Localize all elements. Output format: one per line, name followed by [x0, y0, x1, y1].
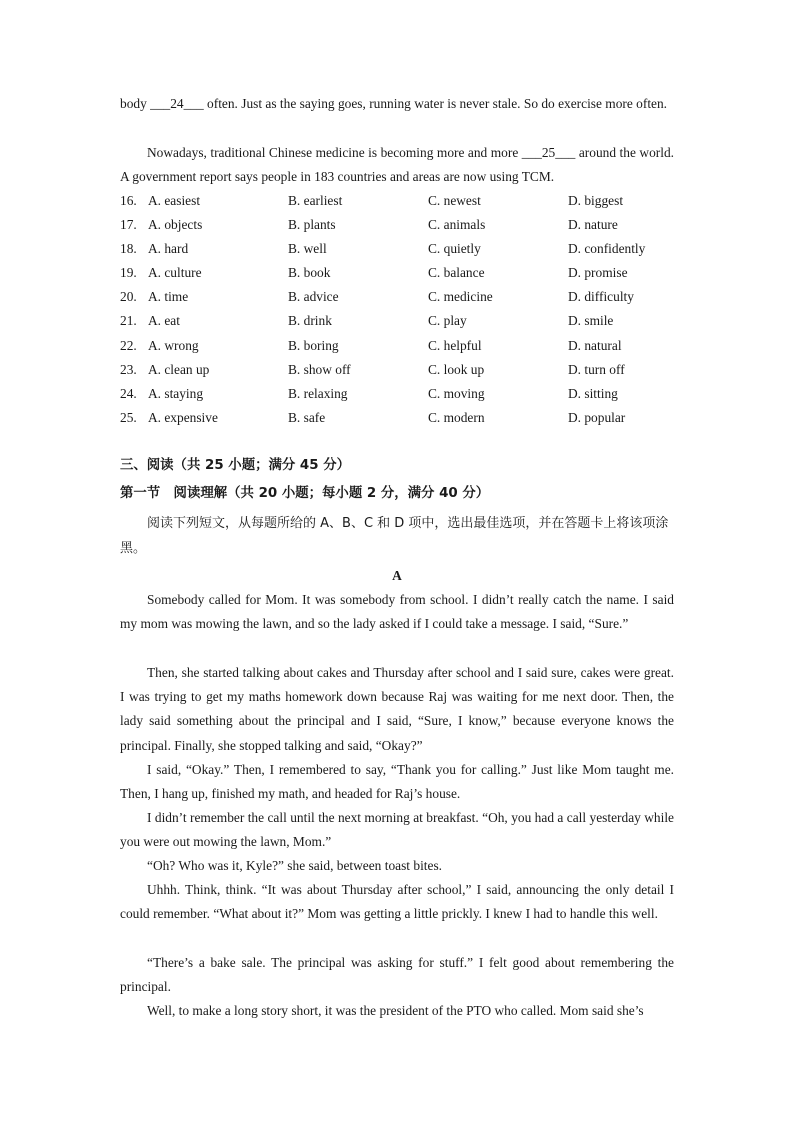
option-row-18 — [120, 237, 680, 261]
option-b: B. safe — [288, 410, 326, 425]
option-c: C. helpful — [428, 338, 482, 353]
option-a: A. staying — [148, 386, 204, 401]
passage-paragraph-7: “There’s a bake sale. The principal was asking for stuff.” I felt good about remembering the principal. — [120, 955, 674, 995]
option-a: A. time — [148, 289, 189, 304]
option-b: B. advice — [288, 289, 339, 304]
passage-paragraph-1: Somebody called for Mom. It was somebody from school. I didn’t really catch the name. I said my mom was mowing the lawn, and so the lady asked if I could take a message. I said, “Sure.” — [120, 592, 674, 632]
option-d: D. natural — [568, 338, 622, 353]
option-c: C. animals — [428, 217, 486, 232]
question-number: 25. — [120, 410, 137, 425]
option-d: D. biggest — [568, 193, 624, 208]
option-row-16 — [120, 189, 680, 213]
option-d: D. confidently — [568, 241, 646, 256]
option-b: B. show off — [288, 362, 351, 377]
option-row-22 — [120, 334, 680, 358]
question-number: 17. — [120, 217, 137, 232]
option-b: B. earliest — [288, 193, 343, 208]
question-number: 16. — [120, 193, 137, 208]
option-a: A. hard — [148, 241, 189, 256]
section-title: 三、阅读（共 25 小题；满分 45 分） — [120, 458, 350, 473]
option-b: B. drink — [288, 313, 332, 328]
question-number: 24. — [120, 386, 137, 401]
option-row-23 — [120, 358, 680, 382]
option-a: A. clean up — [148, 362, 210, 377]
option-row-21 — [120, 309, 680, 333]
question-number: 20. — [120, 289, 137, 304]
option-a: A. objects — [148, 217, 203, 232]
passage-paragraph-3: I said, “Okay.” Then, I remembered to say, “Thank you for calling.” Just like Mom taught me. Then, I hang up, finished my math, and headed for Raj’s house. — [120, 762, 674, 802]
option-c: C. medicine — [428, 289, 493, 304]
option-b: B. plants — [288, 217, 336, 232]
section-instructions: 阅读下列短文，从每题所给的 A、B、C 和 D 项中，选出最佳选项，并在答题卡上将该项涂黑。 — [120, 516, 669, 556]
option-c: C. quietly — [428, 241, 481, 256]
question-number: 23. — [120, 362, 137, 377]
option-d: D. promise — [568, 265, 628, 280]
passage-paragraph-2: Then, she started talking about cakes and Thursday after school and I said sure, cakes were great. I was trying to get my maths homework down because Raj was waiting for me next door. Then, the lady said something about the principal and I said, “Sure, I know,” because everyone knows the principal. Finally, she stopped talking and said, “Okay?” — [120, 665, 674, 753]
option-d: D. popular — [568, 410, 626, 425]
option-a: A. wrong — [148, 338, 199, 353]
option-c: C. modern — [428, 410, 485, 425]
option-d: D. nature — [568, 217, 618, 232]
option-row-17 — [120, 213, 680, 237]
passage-paragraph-5: “Oh? Who was it, Kyle?” she said, between toast bites. — [147, 858, 443, 873]
option-c: C. balance — [428, 265, 485, 280]
question-number: 18. — [120, 241, 137, 256]
option-row-20 — [120, 285, 680, 309]
passage-paragraph-8: Well, to make a long story short, it was the president of the PTO who called. Mom said she’s — [147, 1003, 644, 1018]
option-d: D. sitting — [568, 386, 618, 401]
cloze-paragraph-1: body ___24___ often. Just as the saying goes, running water is never stale. So do exercise more often. — [120, 96, 668, 111]
option-b: B. boring — [288, 338, 339, 353]
option-row-19 — [120, 261, 680, 285]
passage-paragraph-4: I didn’t remember the call until the next morning at breakfast. “Oh, you had a call yesterday while you were out mowing the lawn, Mom.” — [120, 810, 674, 850]
option-d: D. difficulty — [568, 289, 634, 304]
option-a: A. eat — [148, 313, 180, 328]
question-number: 19. — [120, 265, 137, 280]
option-c: C. play — [428, 313, 467, 328]
option-d: D. smile — [568, 313, 614, 328]
option-b: B. book — [288, 265, 331, 280]
section-subtitle: 第一节 阅读理解（共 20 小题；每小题 2 分，满分 40 分） — [120, 486, 490, 501]
option-row-25 — [120, 406, 680, 430]
passage-letter: A — [392, 568, 402, 583]
option-a: A. culture — [148, 265, 202, 280]
option-c: C. look up — [428, 362, 485, 377]
option-b: B. relaxing — [288, 386, 348, 401]
passage-paragraph-6: Uhhh. Think, think. “It was about Thursday after school,” I said, announcing the only detail I could remember. “What about it?” Mom was getting a little prickly. I knew I had to handle this well. — [120, 882, 674, 922]
cloze-paragraph-2: Nowadays, traditional Chinese medicine is becoming more and more ___25___ around the world. A government report says people in 183 countries and areas are now using TCM. — [120, 145, 674, 185]
question-number: 22. — [120, 338, 137, 353]
option-a: A. expensive — [148, 410, 218, 425]
option-d: D. turn off — [568, 362, 625, 377]
option-row-24 — [120, 382, 680, 406]
option-c: C. newest — [428, 193, 481, 208]
question-number: 21. — [120, 313, 137, 328]
option-b: B. well — [288, 241, 327, 256]
option-c: C. moving — [428, 386, 485, 401]
option-a: A. easiest — [148, 193, 201, 208]
